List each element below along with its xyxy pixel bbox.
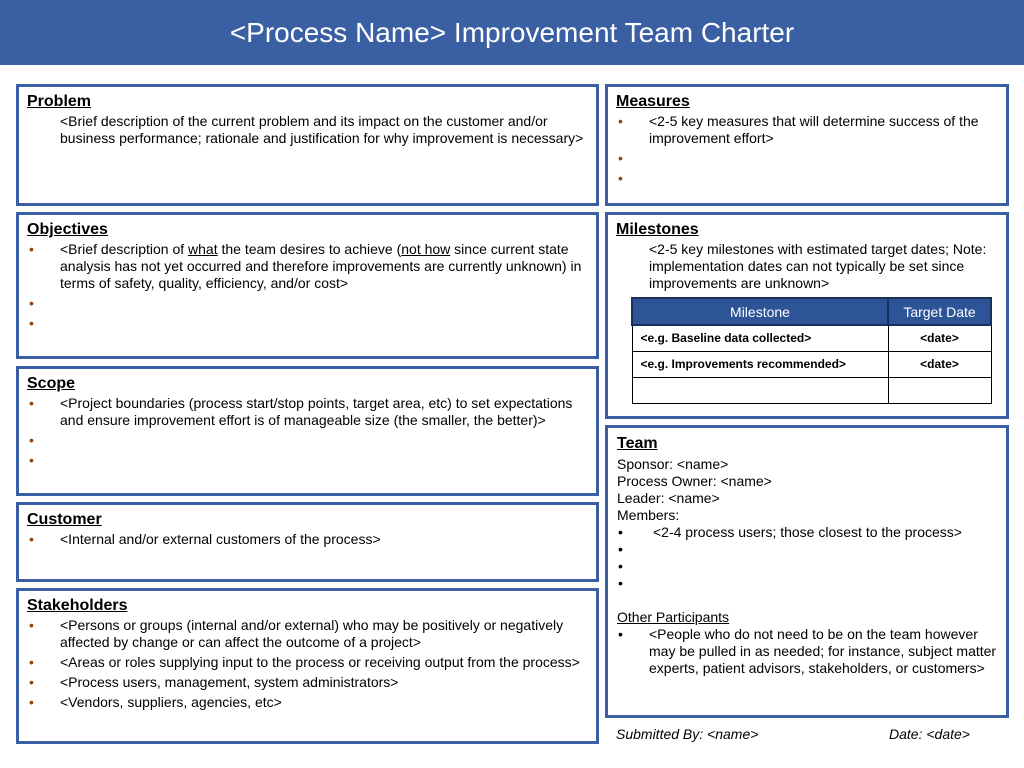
objectives-text-part: since current state analysis has not yet occurred and therefore improvements are currently unknown) in terms of safety, quality, efficiency, and/or cost> [60, 241, 582, 291]
measures-section [605, 84, 1009, 206]
stakeholders-heading: Stakeholders [27, 597, 128, 614]
team-members-label: Members: [617, 507, 680, 523]
stakeholders-item: • <Areas or roles supplying input to the process or receiving output from the process> [27, 654, 588, 671]
other-participants-text: • <People who do not need to be on the team however may be pulled in as needed; for instance, subject matter experts, patient advisors, stakeholders, or customers> [616, 626, 998, 677]
header-bar [0, 0, 1024, 65]
team-member-empty-bullet [616, 558, 998, 575]
problem-list [27, 113, 588, 147]
customer-heading: Customer [27, 511, 102, 528]
milestone-cell: <e.g. Baseline data collected> [632, 325, 888, 351]
milestones-heading: Milestones [616, 221, 699, 238]
stakeholders-section [16, 588, 599, 744]
milestone-column-header: Milestone [632, 298, 888, 325]
table-row [632, 325, 991, 351]
measures-list [616, 113, 998, 187]
milestone-cell: <e.g. Improvements recommended> [632, 351, 888, 377]
target-date-cell [888, 377, 991, 403]
submitted-date: Date: <date> [889, 726, 970, 742]
stakeholders-item: • <Vendors, suppliers, agencies, etc> [27, 694, 588, 711]
milestones-section [605, 212, 1009, 419]
team-section [605, 425, 1009, 718]
objectives-what: what [188, 241, 218, 257]
team-sponsor: Sponsor: <name> [617, 456, 729, 472]
team-member-empty-bullet [616, 541, 998, 558]
objectives-list [27, 241, 588, 332]
team-member-empty-bullet [616, 575, 998, 592]
milestones-text: <2-5 key milestones with estimated target dates; Note: implementation dates can not typically be set since improvements are unknown> [649, 241, 987, 291]
customer-list [27, 531, 588, 548]
customer-section [16, 502, 599, 582]
objectives-text [27, 241, 588, 292]
stakeholders-list [27, 617, 588, 711]
table-row [632, 377, 991, 403]
objectives-text-part: <Brief description of [60, 241, 189, 257]
measures-empty-bullet [616, 170, 998, 187]
page-title: <Process Name> Improvement Team Charter [229, 16, 795, 48]
team-member-text: <2-4 process users; those closest to the process> [653, 524, 962, 540]
stakeholders-item: • <Persons or groups (internal and/or external) who may be positively or negatively affected by change or can affect the outcome of a project> [27, 617, 588, 651]
target-date-cell: <date> [888, 325, 991, 351]
other-participants-label: Other Participants [617, 609, 730, 625]
team-members-list [616, 524, 998, 592]
scope-heading: Scope [27, 375, 76, 392]
problem-section [16, 84, 599, 206]
scope-section [16, 366, 599, 496]
objectives-heading: Objectives [27, 221, 108, 238]
milestone-cell [632, 377, 888, 403]
target-date-column-header: Target Date [888, 298, 991, 325]
milestones-table-header [632, 298, 991, 325]
objectives-not-how: not how [401, 241, 451, 257]
scope-text: • <Project boundaries (process start/stop points, target area, etc) to set expectations and ensure improvement effort is of manageable size (the smaller, the better)> [27, 395, 588, 429]
table-row [632, 351, 991, 377]
customer-text: • <Internal and/or external customers of the process> [27, 531, 588, 548]
submitted-by: Submitted By: <name> [616, 726, 759, 742]
objectives-section [16, 212, 599, 359]
objectives-text-part: the team desires to achieve ( [217, 241, 402, 257]
problem-heading: Problem [27, 93, 92, 110]
measures-text: • <2-5 key measures that will determine success of the improvement effort> [616, 113, 998, 147]
objectives-empty-bullet [27, 315, 588, 332]
stakeholders-item: • <Process users, management, system administrators> [27, 674, 588, 691]
milestones-table [631, 297, 992, 404]
team-leader: Leader: <name> [617, 490, 720, 506]
scope-list [27, 395, 588, 469]
team-member-item [616, 524, 998, 541]
other-participants-list [616, 626, 998, 677]
problem-text: <Brief description of the current problem and its impact on the customer and/or business performance; rationale and justification for why improvement is necessary> [60, 113, 584, 146]
team-process-owner: Process Owner: <name> [617, 473, 772, 489]
scope-empty-bullet [27, 452, 588, 469]
measures-empty-bullet [616, 150, 998, 167]
team-heading: Team [617, 435, 658, 452]
measures-heading: Measures [616, 93, 690, 110]
objectives-empty-bullet [27, 295, 588, 312]
target-date-cell: <date> [888, 351, 991, 377]
scope-empty-bullet [27, 432, 588, 449]
